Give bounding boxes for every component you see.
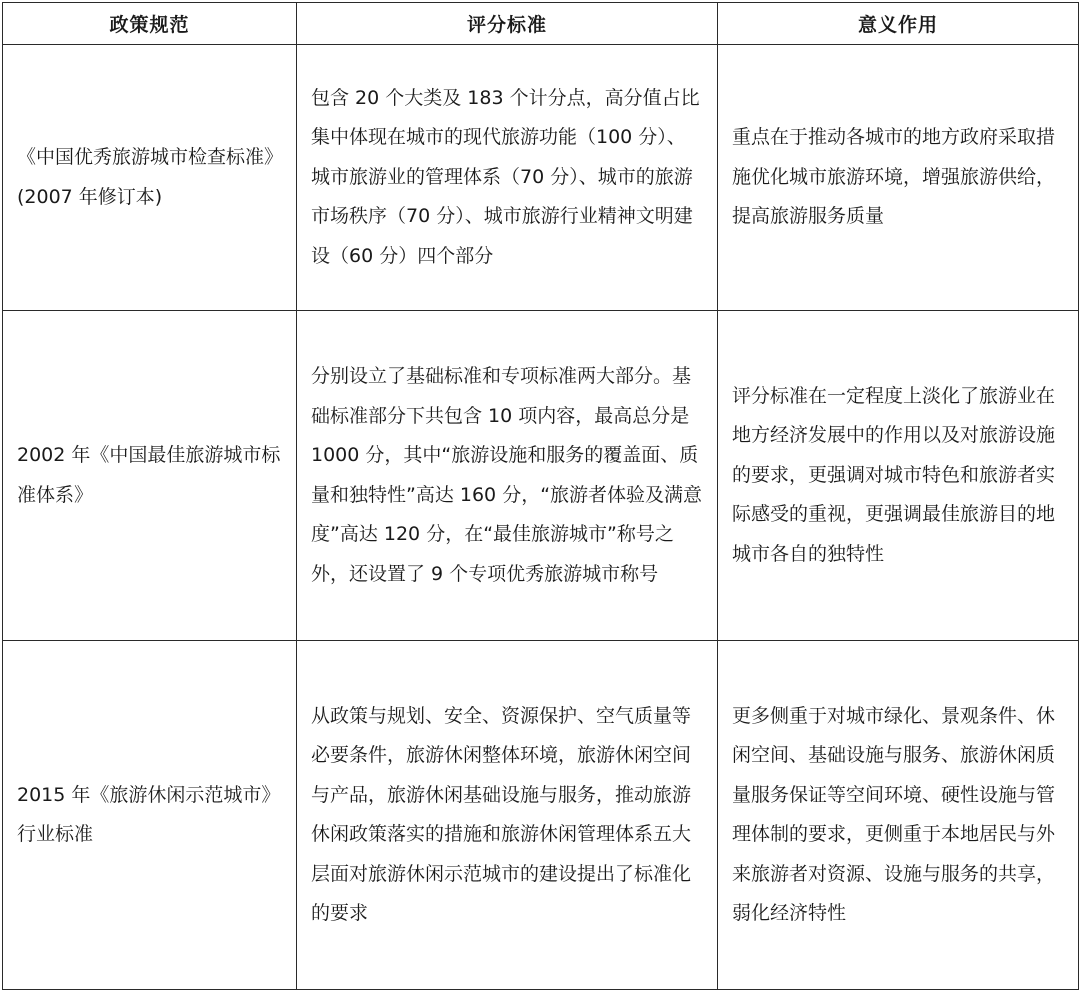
criteria-cell: 分别设立了基础标准和专项标准两大部分。基础标准部分下共包含 10 项内容，最高总分是 1000 分，其中“旅游设施和服务的覆盖面、质量和独特性”高达 160 分，“旅游者体验及满意度”高达 120 分，在“最佳旅游城市”称号之外，还设置了 9 个专项优秀旅游城市称号 <box>297 311 718 641</box>
header-significance: 意义作用 <box>718 3 1079 45</box>
criteria-cell: 包含 20 个大类及 183 个计分点，高分值占比集中体现在城市的现代旅游功能（100 分）、城市旅游业的管理体系（70 分）、城市的旅游市场秩序（70 分）、城市旅游行业精神文明建设（60 分）四个部分 <box>297 45 718 311</box>
significance-cell: 评分标准在一定程度上淡化了旅游业在地方经济发展中的作用以及对旅游设施的要求，更强调对城市特色和旅游者实际感受的重视，更强调最佳旅游目的地城市各自的独特性 <box>718 311 1079 641</box>
policy-cell: 2002 年《中国最佳旅游城市标准体系》 <box>3 311 297 641</box>
significance-cell: 更多侧重于对城市绿化、景观条件、休闲空间、基础设施与服务、旅游休闲质量服务保证等空间环境、硬性设施与管理体制的要求，更侧重于本地居民与外来旅游者对资源、设施与服务的共享，弱化经济特性 <box>718 641 1079 990</box>
policy-cell: 《中国优秀旅游城市检查标准》(2007 年修订本) <box>3 45 297 311</box>
header-policy: 政策规范 <box>3 3 297 45</box>
table-row <box>3 641 1079 990</box>
policy-cell: 2015 年《旅游休闲示范城市》行业标准 <box>3 641 297 990</box>
header-criteria: 评分标准 <box>297 3 718 45</box>
criteria-cell: 从政策与规划、安全、资源保护、空气质量等必要条件，旅游休闲整体环境，旅游休闲空间与产品，旅游休闲基础设施与服务，推动旅游休闲政策落实的措施和旅游休闲管理体系五大层面对旅游休闲示范城市的建设提出了标准化的要求 <box>297 641 718 990</box>
table-row <box>3 311 1079 641</box>
significance-cell: 重点在于推动各城市的地方政府采取措施优化城市旅游环境，增强旅游供给，提高旅游服务质量 <box>718 45 1079 311</box>
table-header-row <box>3 3 1079 45</box>
policy-comparison-table <box>2 2 1079 990</box>
table-row <box>3 45 1079 311</box>
